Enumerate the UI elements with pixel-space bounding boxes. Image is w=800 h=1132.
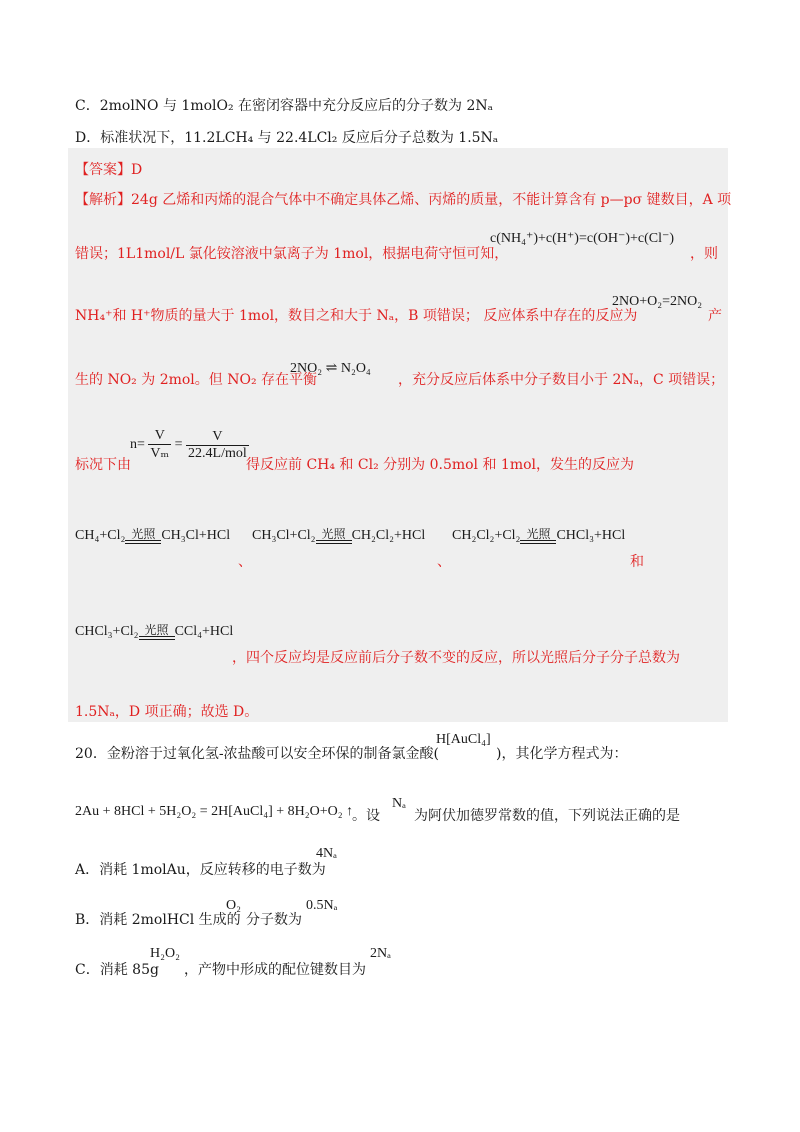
reaction-2: CH₃Cl+Cl₂ 光照 CH₂Cl₂+HCl xyxy=(252,527,426,543)
q20-eq-set: 。设 xyxy=(352,808,380,824)
q20-eq-tail: 为阿伏加德罗常数的值，下列说法正确的是 xyxy=(414,808,680,824)
option-d-prev: D．标准状况下，11.2LCH₄ 与 22.4LCl₂ 反应后分子总数为 1.5Nₐ xyxy=(75,130,499,146)
q20-option-c-value: 2Nₐ xyxy=(370,946,391,961)
sep-2: 、 xyxy=(437,554,451,570)
q20-option-a: A．消耗 1molAu，反应转移的电子数为 xyxy=(75,862,326,878)
q20-equation: 2Au + 8HCl + 5H₂O₂ = 2H[AuCl₄] + 8H₂O+O₂ ↑ xyxy=(75,804,354,819)
q20-option-a-value: 4Nₐ xyxy=(316,846,337,861)
answer-label: 【答案】D xyxy=(75,162,143,178)
q20-option-c: C．消耗 85g xyxy=(75,962,159,978)
q20-chloroauric-acid: H[AuCl₄] xyxy=(436,732,491,747)
reaction-1: CH₄+Cl₂ 光照 CH₃Cl+HCl xyxy=(75,527,231,543)
analysis-line-5: 标况下由 xyxy=(75,457,131,473)
mole-formula: n= $\frac{V}{\text{Vₘ}}$ = $\frac{V}{\text{22.4L/mol}}$ xyxy=(130,428,247,461)
no-o2-formula: 2NO+O₂=2NO₂ xyxy=(612,294,703,309)
q20-option-b-o2: O₂ xyxy=(226,898,241,913)
q20-option-b-value: 0.5Nₐ xyxy=(306,898,338,913)
q20-option-b-mid: 分子数为 xyxy=(246,912,302,928)
reaction-4: CHCl₃+Cl₂ 光照 CCl₄+HCl xyxy=(75,623,234,639)
analysis-line-2-tail: ，则 xyxy=(690,246,718,262)
q20-stem-tail: )，其化学方程式为： xyxy=(496,746,628,762)
analysis-line-3: NH₄⁺和 H⁺物质的量大于 1mol，数目之和大于 Nₐ，B 项错误； 反应体系中存在的反应为 xyxy=(75,308,638,324)
option-c-prev: C．2molNO 与 1molO₂ 在密闭容器中充分反应后的分子数为 2Nₐ xyxy=(75,98,494,114)
sep-1: 、 xyxy=(238,554,252,570)
q20-option-c-mid: ，产物中形成的配位键数目为 xyxy=(184,962,366,978)
analysis-line-8: 1.5Nₐ，D 项正确；故选 D。 xyxy=(75,704,259,720)
q20-option-c-h2o2: H₂O₂ xyxy=(150,946,180,961)
reaction-3: CH₂Cl₂+Cl₂ 光照 CHCl₃+HCl xyxy=(452,527,626,543)
analysis-line-7: ，四个反应均是反应前后分子数不变的反应，所以光照后分子分子总数为 xyxy=(232,650,680,666)
analysis-line-4: 生的 NO₂ 为 2mol。但 NO₂ 存在平衡 xyxy=(75,372,318,388)
q20-option-b: B．消耗 2molHCl 生成的 xyxy=(75,912,241,928)
and-word: 和 xyxy=(630,554,644,570)
no2-equilibrium-formula: 2NO₂ ⇌ N₂O₄ xyxy=(290,361,371,376)
charge-balance-formula: c(NH₄⁺)+c(H⁺)=c(OH⁻)+c(Cl⁻) xyxy=(490,231,675,246)
analysis-line-3-tail: 产 xyxy=(708,308,722,324)
analysis-line-2: 错误；1L1mol/L 氯化铵溶液中氯离子为 1mol，根据电荷守恒可知， xyxy=(75,246,509,262)
analysis-line-5-tail: 得反应前 CH₄ 和 Cl₂ 分别为 0.5mol 和 1mol，发生的反应为 xyxy=(246,457,635,473)
analysis-line-1: 【解析】24g 乙烯和丙烯的混合气体中不确定具体乙烯、丙烯的质量，不能计算含有 p—pσ 键数目，A 项 xyxy=(75,192,732,208)
q20-na: Nₐ xyxy=(392,796,406,811)
analysis-line-4-tail: ，充分反应后体系中分子数目小于 2Nₐ，C 项错误； xyxy=(398,372,725,388)
q20-stem: 20．金粉溶于过氧化氢-浓盐酸可以安全环保的制备氯金酸( xyxy=(75,746,440,762)
